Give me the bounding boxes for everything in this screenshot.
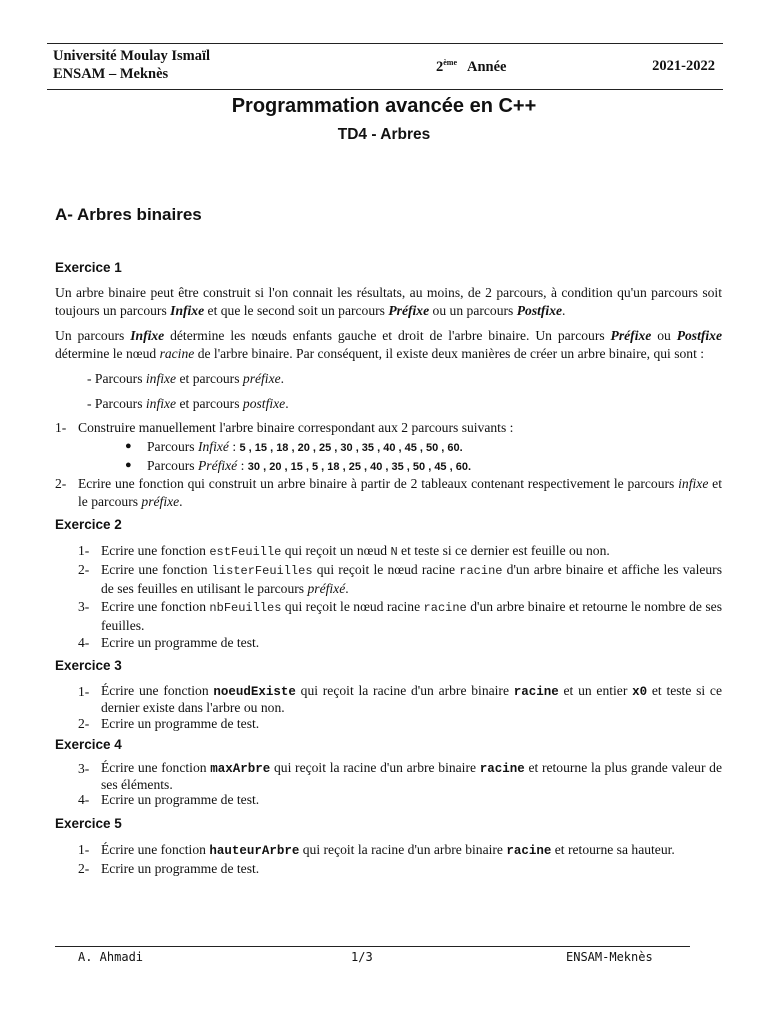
item-number: 3- [78,761,90,776]
item-number: 1- [78,543,90,558]
year-word: Année [467,59,507,75]
bullet-icon: ● [125,440,132,452]
exercise-5-item-1: Écrire une fonction hauteurArbre qui reçoit la racine d'un arbre binaire racine et retourne sa hauteur. [101,842,675,858]
exercise-2-item-1: Ecrire une fonction estFeuille qui reçoit un nœud N et teste si ce dernier est feuille ou non. [101,543,610,559]
item-number: 2- [78,861,90,876]
question-1-text: Construire manuellement l'arbre binaire correspondant aux 2 parcours suivants : [78,420,514,435]
header-institution [53,47,210,83]
item-number: 4- [78,792,90,807]
academic-year: 2021-2022 [652,58,715,74]
footer-rule [55,946,690,947]
document-title: Programmation avancée en C++ [231,95,537,117]
university-name: Université Moulay Ismaïl [53,48,211,64]
item-number: 4- [78,635,90,650]
exercise-3-item-1: Écrire une fonction noeudExiste qui reçoit la racine d'un arbre binaire racine et un entier x0 et teste si ce dernier existe dans l'arbre ou non. [101,683,723,715]
item-number: 1- [78,684,90,699]
footer-school: ENSAM-Meknès [566,950,653,964]
question-number: 2- [55,476,67,491]
item-number: 2- [78,562,90,577]
exercise-5-title: Exercice 5 [55,816,122,831]
exercise-5-item-2: Ecrire un programme de test. [101,861,260,876]
footer-author: A. Ahmadi [78,950,144,964]
exercise-4-item-1: Écrire une fonction maxArbre qui reçoit la racine d'un arbre binaire racine et retourne la plus grande valeur de ses éléments. [101,760,723,792]
question-number: 1- [55,420,67,435]
exercise-3-title: Exercice 3 [55,658,122,673]
exercise-1-paragraph-2: Un parcours Infixe détermine les nœuds enfants gauche et droit de l'arbre binaire. Un parcours Préfixe ou Postfixe détermine le nœud racine de l'arbre binaire. Par conséquent, il existe deux manières de créer un arbre binaire, qui sont : [55,328,723,361]
document-subtitle: TD4 - Arbres [337,126,431,143]
exercise-2-title: Exercice 2 [55,517,122,532]
infix-sequence: Parcours Infixé : 5 , 15 , 18 , 20 , 25 , 30 , 35 , 40 , 45 , 50 , 60. [147,439,463,454]
traversal-option-2: - Parcours infixe et parcours postfixe. [87,396,289,411]
question-2-text: Ecrire une fonction qui construit un arbre binaire à partir de 2 tableaux contenant respectivement le parcours infixe et le parcours préfixe. [78,476,722,509]
exercise-2-item-4: Ecrire un programme de test. [101,635,260,650]
year-superscript: ème [443,58,458,67]
item-number: 2- [78,716,90,731]
exercise-4-item-2: Ecrire un programme de test. [101,792,260,807]
prefix-sequence: Parcours Préfixé : 30 , 20 , 15 , 5 , 18 , 25 , 40 , 35 , 50 , 45 , 60. [147,458,472,473]
traversal-option-1: - Parcours infixe et parcours préfixe. [87,371,285,386]
exercise-1-paragraph-1: Un arbre binaire peut être construit si l'on connait les résultats, au moins, de 2 parcours, à condition qu'un parcours soit toujours un parcours Infixe et que le second soit un parcours Préfixe ou un parcours Postfixe. [55,285,722,318]
header-top-rule [47,43,723,44]
study-year [436,58,507,76]
item-number: 1- [78,842,90,857]
item-number: 3- [78,599,90,614]
exercise-3-item-2: Ecrire un programme de test. [101,716,260,731]
bullet-icon: ● [125,459,132,471]
section-heading: A- Arbres binaires [55,205,202,224]
exercise-2-item-2: Ecrire une fonction listerFeuilles qui reçoit le nœud racine racine d'un arbre binaire et affiche les valeurs de ses feuilles en utilisant le parcours préfixé. [101,562,722,596]
exercise-4-title: Exercice 4 [55,737,122,752]
exercise-2-item-3: Ecrire une fonction nbFeuilles qui reçoit le nœud racine racine d'un arbre binaire et retourne le nombre de ses feuilles. [101,599,722,633]
year-number: 2 [436,59,444,75]
page-number: 1/3 [351,950,373,964]
school-name: ENSAM – Meknès [53,66,169,82]
header-bottom-rule [47,89,723,90]
exercise-1-title: Exercice 1 [55,260,122,275]
